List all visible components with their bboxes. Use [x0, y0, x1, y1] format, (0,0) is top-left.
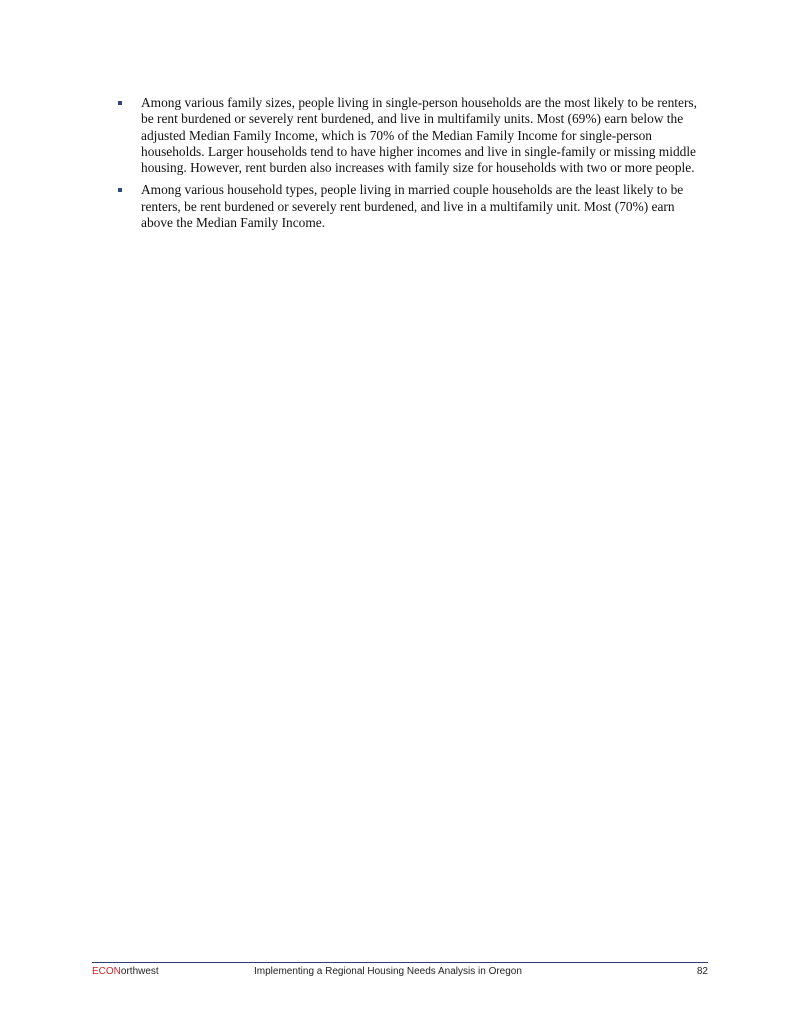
footer-brand-logo — [92, 966, 159, 977]
footer-document-title: Implementing a Regional Housing Needs Analysis in Oregon — [254, 966, 522, 977]
bullet-text: Among various household types, people living in married couple households are the least likely to be renters, be rent burdened or severely rent burdened, and live in a multifamily unit. Most (70%) earn above the Median Family Income. — [141, 182, 684, 231]
brand-econ-text: ECON — [92, 966, 121, 977]
bullet-text: Among various family sizes, people living in single-person households are the most likely to be renters, be rent burdened or severely rent burdened, and live in multifamily units. Most (69%) earn below the adjusted Median Family Income, which is 70% of the Median Family Income for single-person households. Larger households tend to have higher incomes and live in single-family or missing middle housing. However, rent burden also increases with family size for households with two or more people. — [141, 95, 697, 176]
square-bullet-icon — [118, 101, 122, 105]
page-number: 82 — [696, 966, 708, 977]
square-bullet-icon — [118, 188, 122, 192]
brand-rest-text: orthwest — [120, 966, 159, 977]
bullet-list — [117, 95, 707, 237]
bullet-item-household-type — [117, 182, 707, 231]
page-footer — [92, 962, 708, 979]
bullet-item-family-size — [117, 95, 707, 176]
